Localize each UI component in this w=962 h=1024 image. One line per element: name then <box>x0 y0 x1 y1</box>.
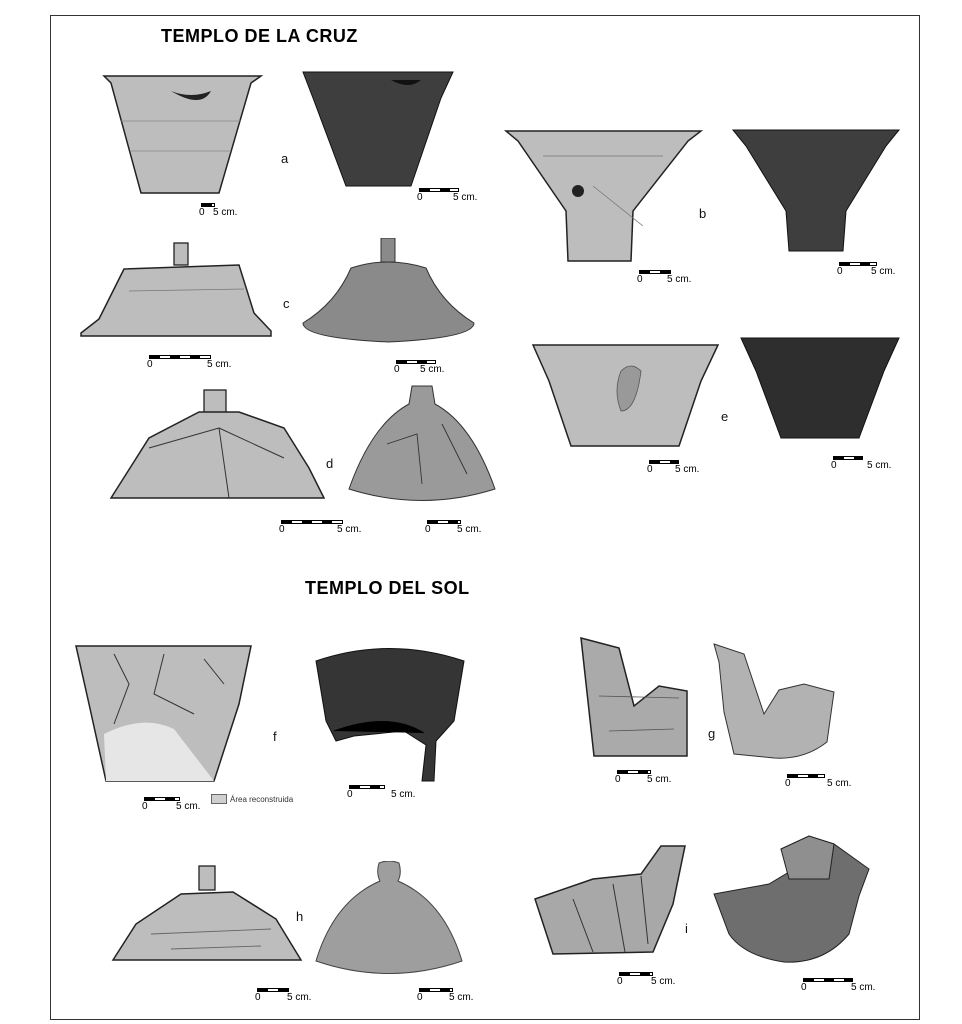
scale-unit: 5 cm. <box>871 266 896 277</box>
vessel-b-drawing <box>503 126 703 266</box>
scale-zero: 0 <box>417 992 423 1003</box>
vessel-e-photo <box>739 336 901 441</box>
label-a: a <box>281 151 289 166</box>
scale-bar-d2 <box>427 516 502 538</box>
legend-reconstructed <box>211 794 293 804</box>
scale-unit: 5 cm. <box>449 992 474 1003</box>
scale-bar-c2 <box>396 356 471 378</box>
vessel-h-photo <box>314 861 464 981</box>
scale-bar-d1 <box>281 516 381 538</box>
vessel-c-drawing <box>79 241 274 341</box>
scale-zero: 0 <box>837 266 843 277</box>
scale-bar-a2 <box>419 184 479 206</box>
legend-swatch <box>211 794 227 804</box>
vessel-e-drawing <box>531 341 721 451</box>
label-i: i <box>685 921 688 936</box>
scale-bar-b1 <box>637 266 692 288</box>
scale-zero: 0 <box>647 464 653 475</box>
scale-unit: 5 cm. <box>651 976 676 987</box>
scale-unit: 5 cm. <box>420 364 445 375</box>
label-f: f <box>273 729 277 744</box>
scale-zero: 0 <box>637 274 643 285</box>
vessel-c-photo <box>301 238 476 348</box>
section-title-sol: TEMPLO DEL SOL <box>305 578 470 598</box>
scale-unit: 5 cm. <box>287 992 312 1003</box>
label-b: b <box>699 206 707 221</box>
scale-zero: 0 <box>785 778 791 789</box>
scale-unit: 5 cm. <box>213 207 238 218</box>
legend-reconstructed-label: Área reconstruida <box>230 794 294 804</box>
scale-zero: 0 <box>801 982 807 993</box>
scale-bar-h2 <box>419 984 484 1006</box>
scale-bar-b2 <box>839 258 899 280</box>
scale-zero: 0 <box>617 976 623 987</box>
scale-bar-e2 <box>833 452 893 474</box>
scale-bar-f1 <box>144 793 204 815</box>
scale-zero: 0 <box>199 207 205 218</box>
scale-zero: 0 <box>417 192 423 203</box>
scale-unit: 5 cm. <box>457 524 482 535</box>
scale-unit: 5 cm. <box>827 778 852 789</box>
scale-unit: 5 cm. <box>391 789 416 800</box>
scale-unit: 5 cm. <box>207 359 232 370</box>
scale-unit: 5 cm. <box>851 982 876 993</box>
scale-bar-h1 <box>257 984 317 1006</box>
scale-unit: 5 cm. <box>453 192 478 203</box>
label-d: d <box>326 456 334 471</box>
scale-zero: 0 <box>142 801 148 812</box>
figure-plate <box>50 15 920 1020</box>
vessel-h-drawing <box>111 864 304 966</box>
scale-bar-f2 <box>349 781 424 803</box>
scale-zero: 0 <box>147 359 153 370</box>
label-h: h <box>296 909 304 924</box>
vessel-f-drawing <box>74 644 254 784</box>
scale-zero: 0 <box>425 524 431 535</box>
scale-bar-c1 <box>149 351 249 373</box>
scale-bar-g1 <box>617 766 677 788</box>
vessel-i-drawing <box>533 844 688 959</box>
scale-unit: 5 cm. <box>176 801 201 812</box>
scale-bar-i1 <box>619 968 679 990</box>
scale-unit: 5 cm. <box>667 274 692 285</box>
section-title-cruz: TEMPLO DE LA CRUZ <box>161 26 358 46</box>
label-e: e <box>721 409 729 424</box>
label-g: g <box>708 726 716 741</box>
scale-zero: 0 <box>831 460 837 471</box>
scale-unit: 5 cm. <box>867 460 892 471</box>
vessel-g-drawing <box>579 636 691 758</box>
vessel-g-photo <box>709 642 839 760</box>
scale-bar-e1 <box>649 456 704 478</box>
vessel-d-photo <box>347 384 497 511</box>
scale-zero: 0 <box>255 992 261 1003</box>
scale-bar-a1 <box>201 199 241 221</box>
scale-zero: 0 <box>394 364 400 375</box>
scale-unit: 5 cm. <box>647 774 672 785</box>
scale-zero: 0 <box>279 524 285 535</box>
scale-zero: 0 <box>347 789 353 800</box>
label-c: c <box>283 296 290 311</box>
vessel-f-photo <box>314 641 466 786</box>
vessel-a-photo <box>301 68 456 193</box>
vessel-i-photo <box>709 834 871 969</box>
vessel-a-drawing <box>101 71 266 201</box>
vessel-b-photo <box>731 126 901 256</box>
vessel-d-drawing <box>109 388 327 506</box>
scale-bar-i2 <box>803 974 883 996</box>
scale-unit: 5 cm. <box>675 464 700 475</box>
scale-unit: 5 cm. <box>337 524 362 535</box>
scale-bar-g2 <box>787 770 857 792</box>
scale-zero: 0 <box>615 774 621 785</box>
